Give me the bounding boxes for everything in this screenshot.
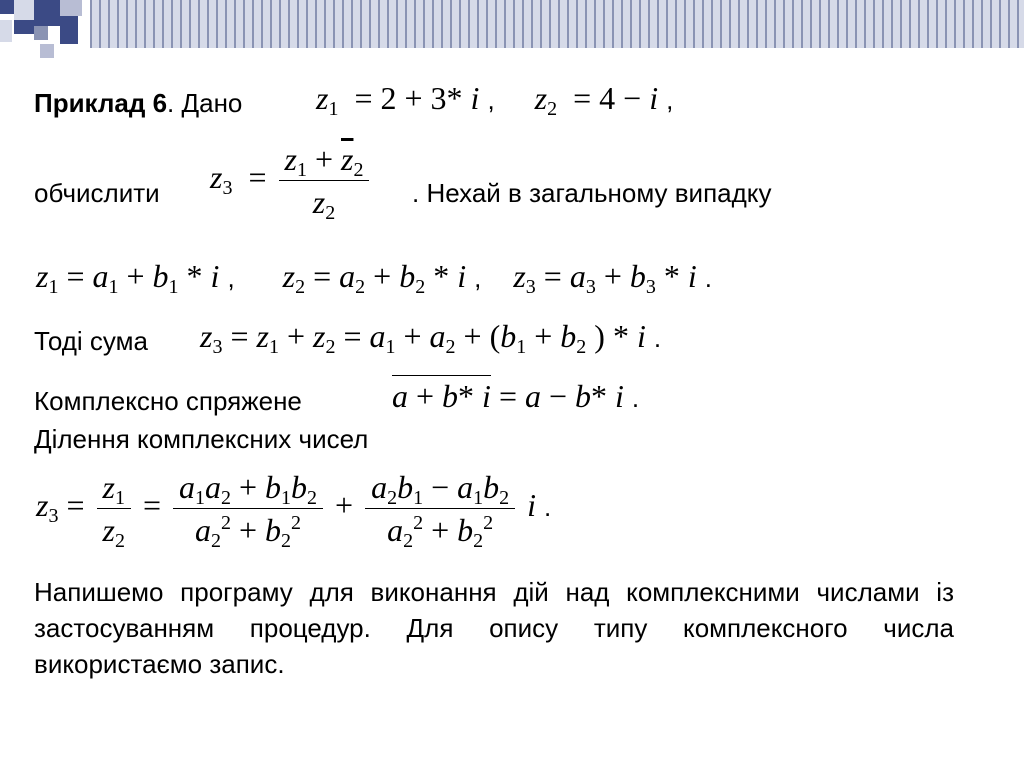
given-text: . Дано	[167, 88, 243, 118]
deco-square	[14, 0, 34, 20]
sum-label: Тоді сума	[34, 326, 148, 356]
deco-square	[34, 26, 48, 40]
deco-square	[0, 20, 12, 42]
deco-square	[14, 20, 34, 34]
header-stripe	[90, 0, 1024, 48]
general-case-text: . Нехай в загальному випадку	[412, 178, 772, 208]
compute-label: обчислити	[34, 178, 160, 208]
conjugate-label: Комплексно спряжене	[34, 386, 302, 416]
division-formula: $z_3$ = $\frac{z_1}{z_2}$ = $\frac{a_1a_2 + b_1b_2}{a_2^2 + b_2^2}$ + $\frac{a_2b_1 - a_1b_2}{a_2^2 + b_2^2}$ i .	[36, 469, 552, 552]
conjugate-formula: a + b* i = a − b* i .	[392, 378, 639, 415]
sum-formula: $z_3 = z_1 + z_2 = a_1 + a_2 + (b_1 + b_2$ ) * i .	[200, 318, 662, 358]
header-decoration	[0, 0, 1024, 60]
z3-definition-formula: $z_3$ = $\frac{z_1 + \overline{z}_2}{z_2}$	[210, 140, 373, 221]
example-label: Приклад 6	[34, 88, 168, 118]
division-label: Ділення комплексних чисел	[34, 424, 369, 454]
general-form-formula: $z_1 = a_1 + b_1 * i$ , $z_2 = a_2 + b_2 * i$ , $z_3 = a_3 + b_3 * i$ .	[36, 258, 713, 298]
deco-square	[40, 44, 54, 58]
example-title-line	[34, 88, 242, 118]
deco-square	[34, 0, 60, 26]
deco-square	[60, 0, 82, 16]
deco-square	[60, 16, 78, 44]
description-paragraph: Напишемо програму для виконання дій над комплексними числами із застосуванням процедур. Для опису типу комплексного числа використаємо запис.	[34, 577, 954, 679]
deco-square	[0, 0, 14, 14]
given-formula: $z_1 = 2 + 3*$ i , $z_2 = 4 - i$ ,	[316, 80, 674, 120]
